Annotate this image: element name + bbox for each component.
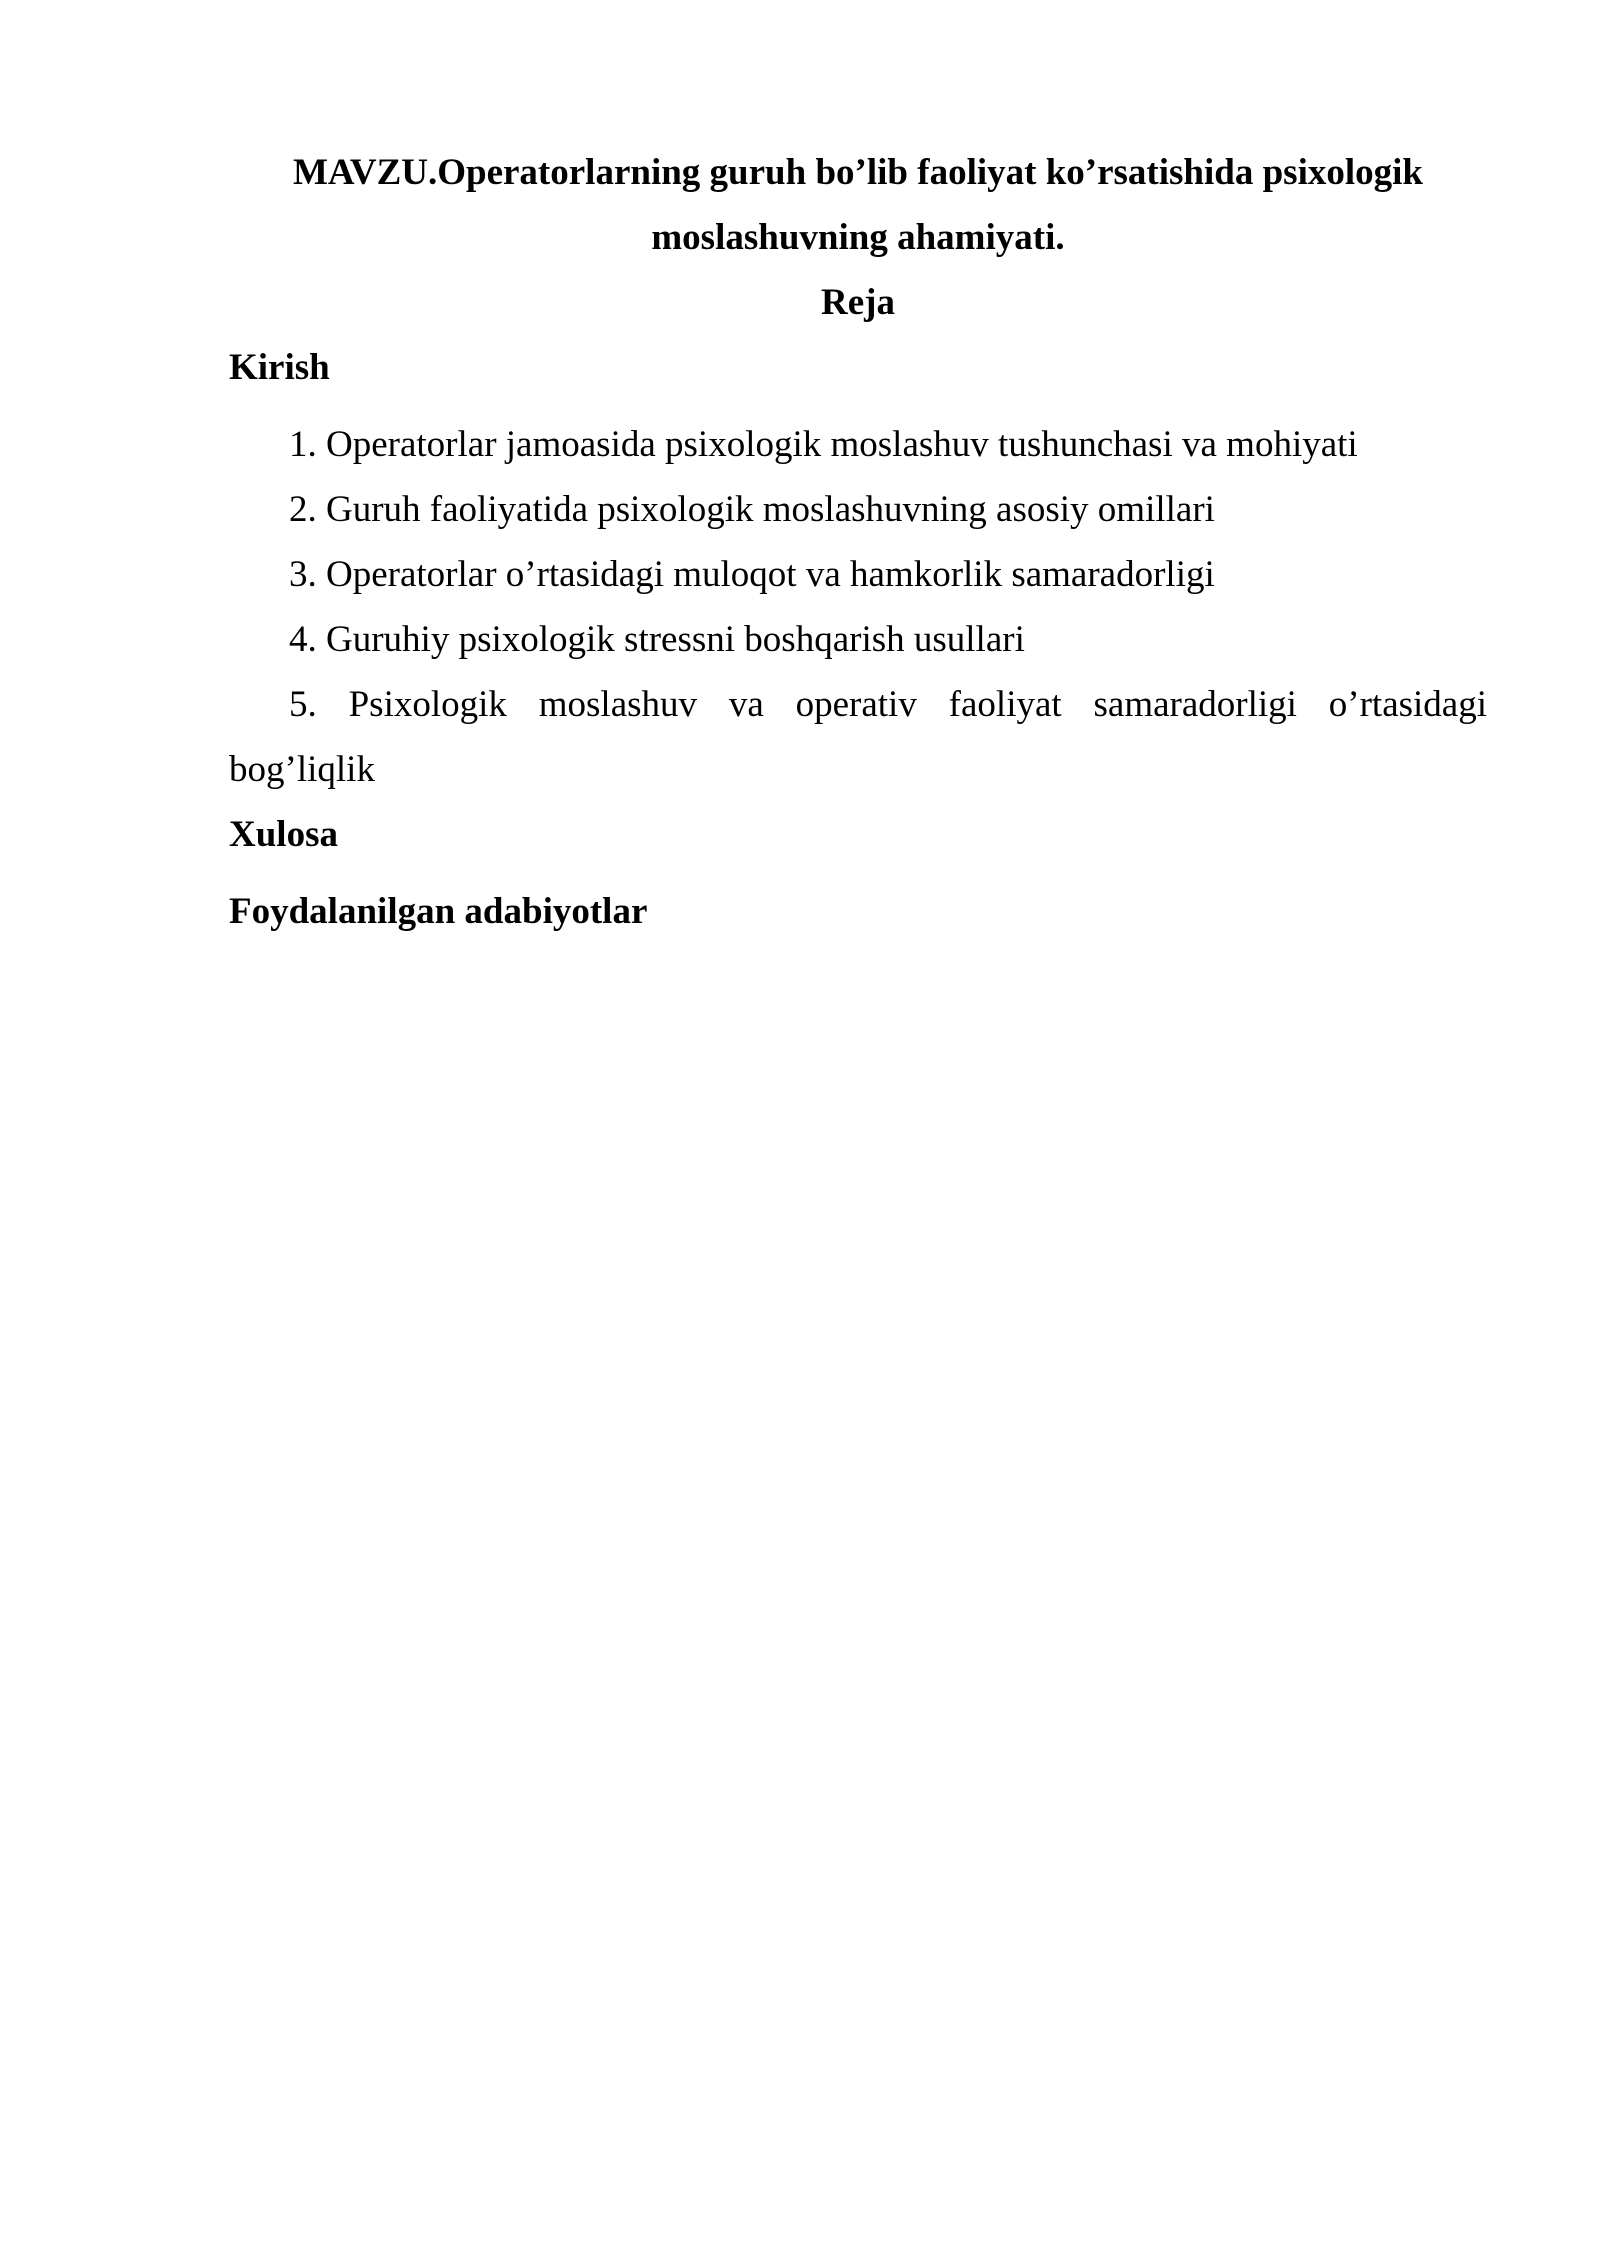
plan-item-text: Psixologik moslashuv va operativ faoliyat samaradorligi o’rtasidagi — [348, 684, 1488, 725]
plan-item-5-line-2: bog’liqlik — [229, 749, 375, 790]
plan-item-number: 3. — [289, 554, 317, 595]
plan-item-5-line-1 — [229, 672, 1487, 737]
plan-item-text: Operatorlar o’rtasidagi muloqot va hamkorlik samaradorligi — [326, 554, 1215, 595]
plan-item-text: Operatorlar jamoasida psixologik moslashuv tushunchasi va mohiyati — [326, 424, 1358, 465]
plan-item-5 — [229, 672, 1487, 802]
plan-item-number: 1. — [289, 424, 317, 465]
plan-item-1 — [229, 412, 1487, 477]
plan-list — [229, 412, 1487, 802]
plan-item-text: Guruhiy psixologik stressni boshqarish usullari — [326, 619, 1025, 660]
plan-item-number: 2. — [289, 489, 317, 530]
title-line-2: moslashuvning ahamiyati. — [651, 217, 1065, 258]
plan-item-3 — [229, 542, 1487, 607]
document-title — [229, 140, 1487, 270]
plan-item-number: 4. — [289, 619, 317, 660]
plan-heading: Reja — [821, 282, 895, 323]
plan-item-number: 5. — [289, 684, 317, 725]
references-heading: Foydalanilgan adabiyotlar — [229, 891, 648, 932]
plan-item-4 — [229, 607, 1487, 672]
plan-item-2 — [229, 477, 1487, 542]
document-content — [229, 140, 1487, 944]
title-line-1: MAVZU.Operatorlarning guruh bo’lib faoliyat ko’rsatishida psixologik — [292, 152, 1424, 193]
plan-item-text: Guruh faoliyatida psixologik moslashuvning asosiy omillari — [326, 489, 1215, 530]
conclusion-heading: Xulosa — [229, 814, 338, 855]
intro-heading: Kirish — [229, 347, 330, 388]
